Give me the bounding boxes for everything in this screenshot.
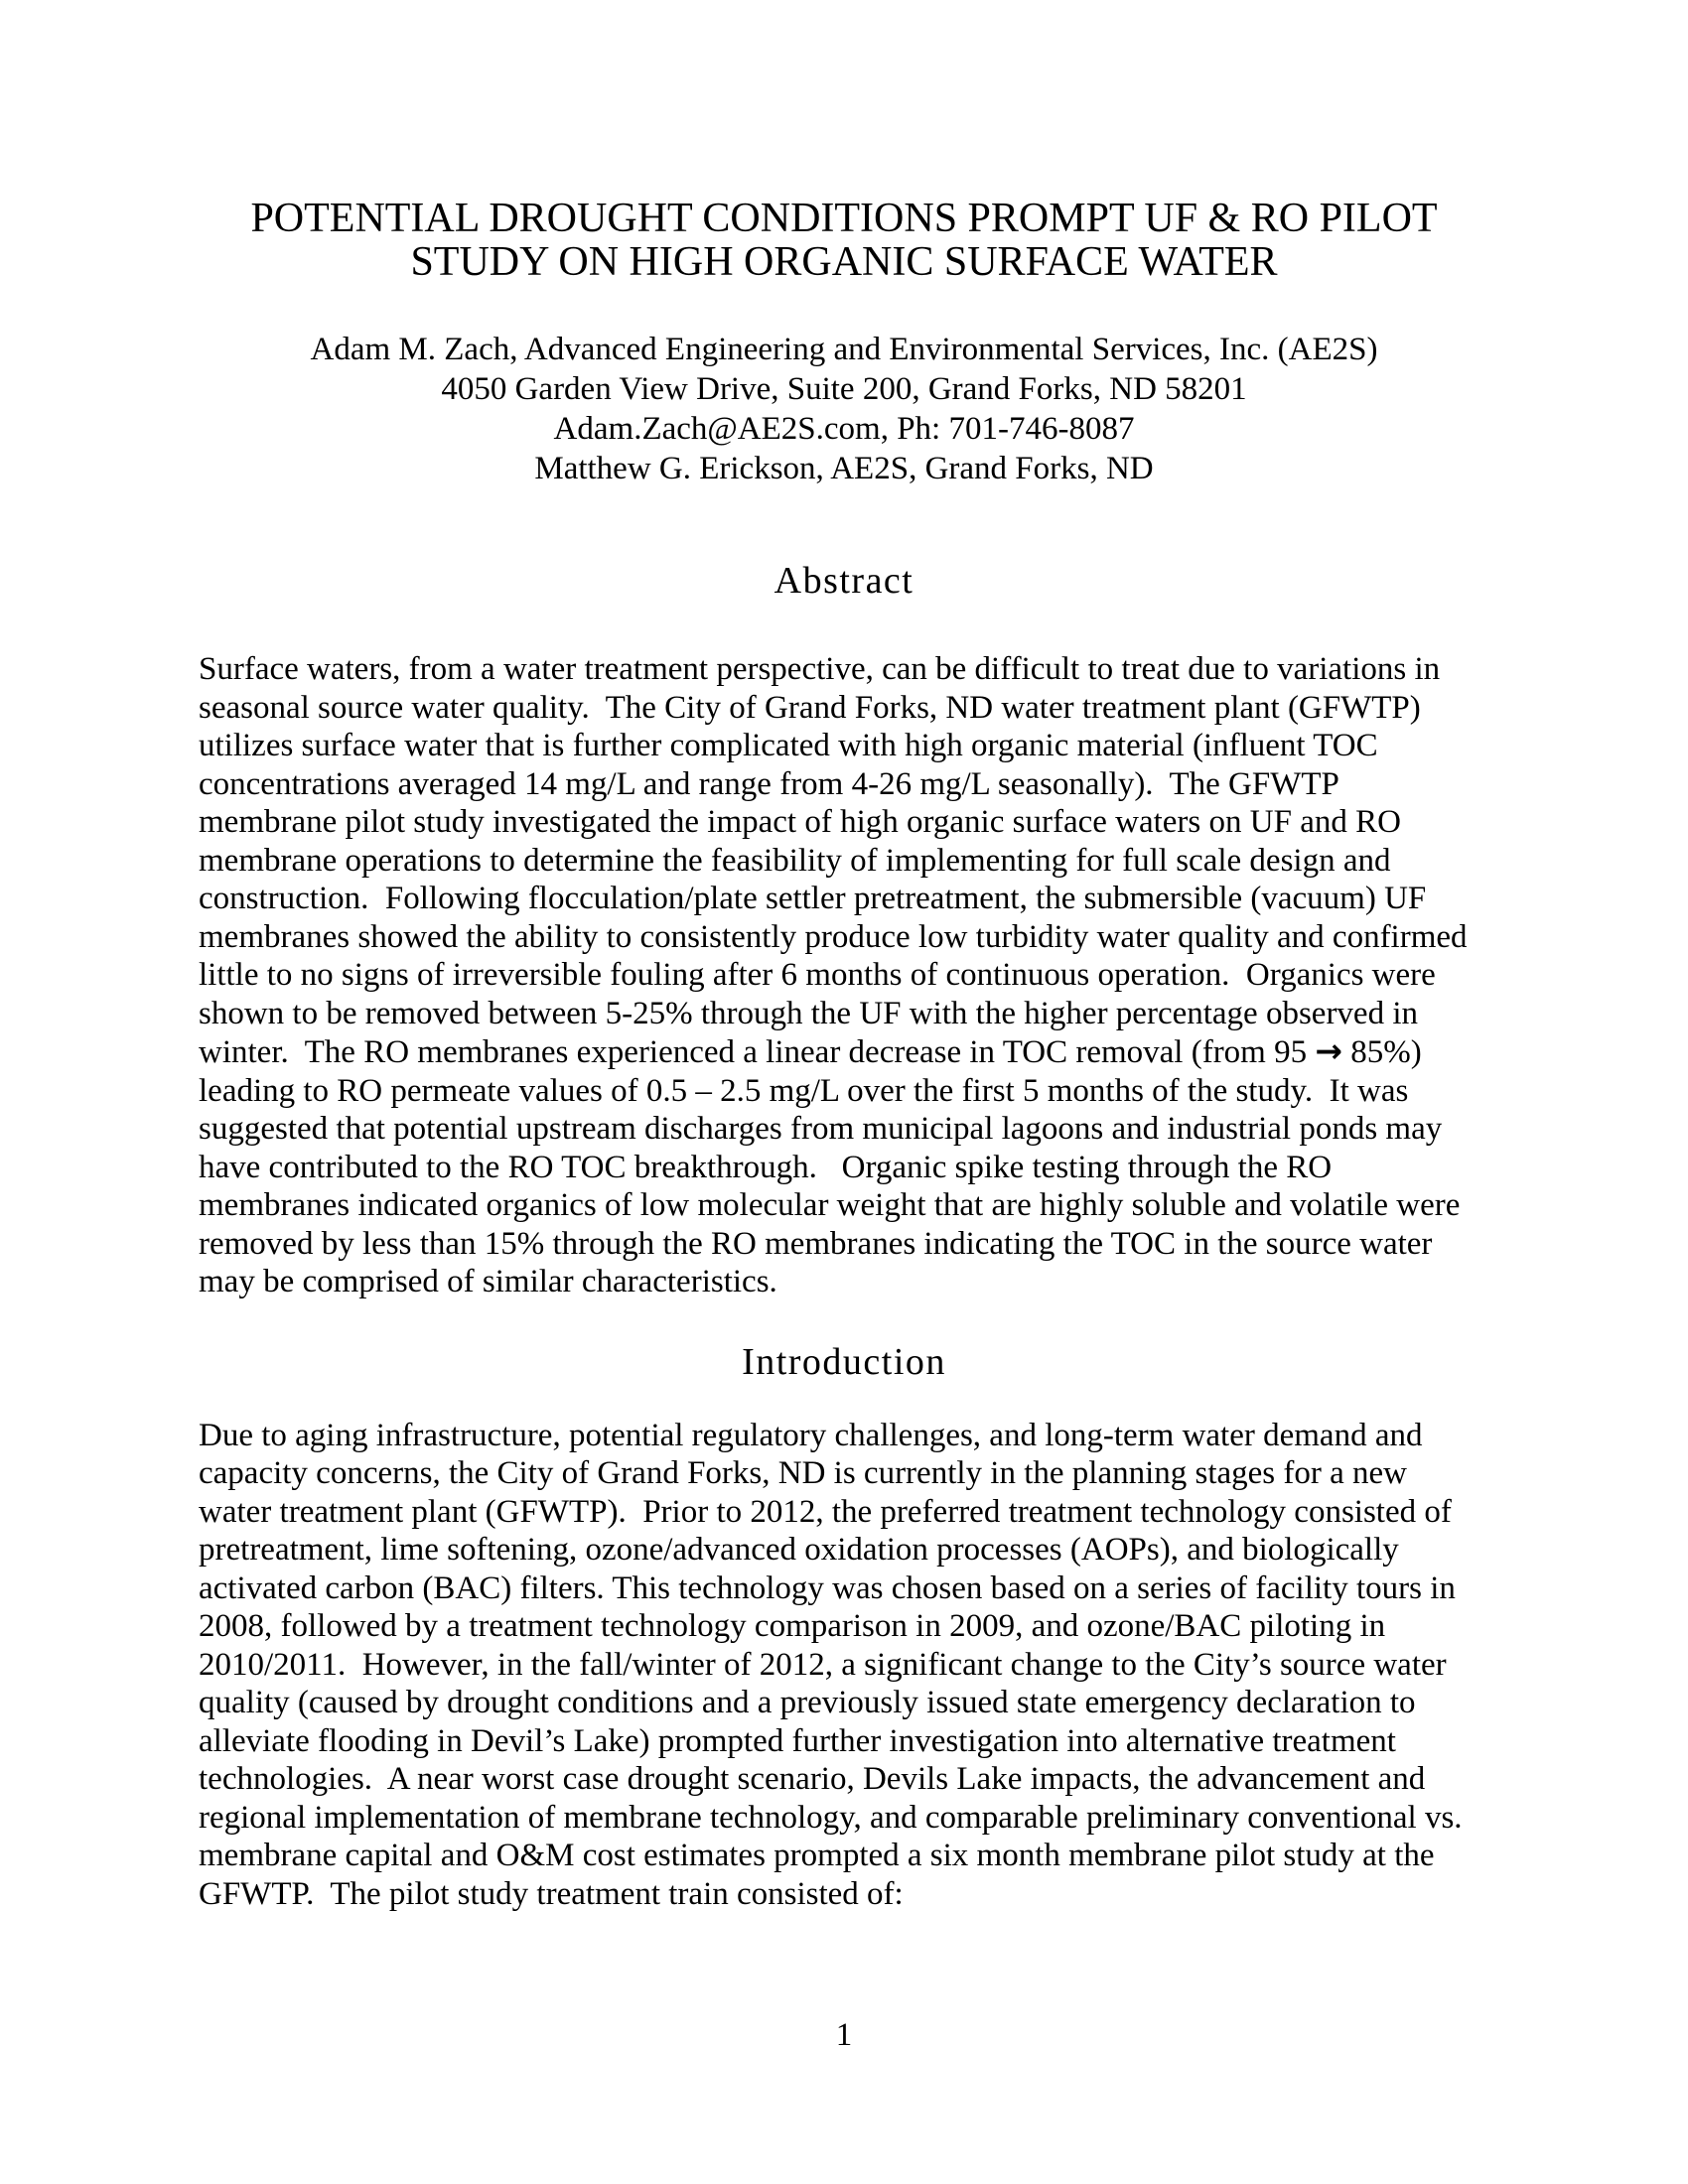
text-line: utilizes surface water that is further complicated with high organic material (influent TOC: [199, 728, 1378, 763]
text-line: alleviate flooding in Devil’s Lake) prompted further investigation into alternative treatment: [199, 1722, 1396, 1759]
text-line: 2008, followed by a treatment technology comparison in 2009, and ozone/BAC piloting in: [199, 1608, 1386, 1644]
text-line: leading to RO permeate values of 0.5 – 2.5 mg/L over the first 5 months of the study. It was: [199, 1072, 1409, 1109]
text-line: Surface waters, from a water treatment perspective, can be difficult to treat due to variations in: [199, 651, 1441, 687]
text-line: shown to be removed between 5-25% through the UF with the higher percentage observed in: [199, 995, 1418, 1031]
text-line: may be comprised of similar characteristics.: [199, 1264, 777, 1299]
text-line: removed by less than 15% through the RO membranes indicating the TOC in the source water: [199, 1225, 1433, 1262]
text-segment: 85%): [1342, 1034, 1422, 1070]
abstract-paragraph: [199, 650, 1489, 1301]
text-line: concentrations averaged 14 mg/L and range from 4-26 mg/L seasonally). The GFWTP: [199, 765, 1339, 802]
coauthor-line: Matthew G. Erickson, AE2S, Grand Forks, ND: [534, 451, 1154, 486]
title-line: STUDY ON HIGH ORGANIC SURFACE WATER: [410, 239, 1278, 285]
text-line: [199, 1032, 1489, 1072]
text-line: membrane operations to determine the feasibility of implementing for full scale design and: [199, 842, 1391, 879]
text-line: activated carbon (BAC) filters. This technology was chosen based on a series of facility tours in: [199, 1570, 1456, 1606]
page-number: 1: [835, 2017, 853, 2053]
text-line: regional implementation of membrane technology, and comparable preliminary conventional vs.: [199, 1799, 1463, 1836]
text-line: have contributed to the RO TOC breakthrough. Organic spike testing through the RO: [199, 1149, 1333, 1185]
text-line: capacity concerns, the City of Grand Forks, ND is currently in the planning stages for a new: [199, 1455, 1408, 1491]
arrow-right-icon: →: [1315, 1031, 1343, 1070]
text-line: membrane capital and O&M cost estimates prompted a six month membrane pilot study at the: [199, 1838, 1435, 1873]
author-block: [199, 330, 1489, 488]
author-line: Adam M. Zach, Advanced Engineering and Environmental Services, Inc. (AE2S): [310, 332, 1378, 367]
text-line: little to no signs of irreversible fouling after 6 months of continuous operation. Organics were: [199, 957, 1436, 993]
title-line: POTENTIAL DROUGHT CONDITIONS PROMPT UF & RO PILOT: [250, 196, 1438, 241]
text-line: membranes showed the ability to consistently produce low turbidity water quality and confirmed: [199, 918, 1468, 955]
text-line: seasonal source water quality. The City of Grand Forks, ND water treatment plant (GFWTP): [199, 689, 1421, 726]
introduction-heading: Introduction: [742, 1340, 946, 1383]
text-line: 2010/2011. However, in the fall/winter of 2012, a significant change to the City’s source water: [199, 1646, 1447, 1683]
text-line: water treatment plant (GFWTP). Prior to 2012, the preferred treatment technology consisted of: [199, 1493, 1452, 1530]
text-line: GFWTP. The pilot study treatment train consisted of:: [199, 1875, 904, 1912]
introduction-paragraph: [199, 1417, 1489, 1914]
abstract-heading: Abstract: [774, 560, 914, 602]
text-line: Due to aging infrastructure, potential regulatory challenges, and long-term water demand and: [199, 1417, 1423, 1453]
address-line: 4050 Garden View Drive, Suite 200, Grand Forks, ND 58201: [441, 371, 1247, 407]
text-line: quality (caused by drought conditions and a previously issued state emergency declaration to: [199, 1685, 1416, 1720]
text-segment: winter. The RO membranes experienced a linear decrease in TOC removal (from 95: [199, 1034, 1316, 1070]
contact-line: Adam.Zach@AE2S.com, Ph: 701-746-8087: [553, 411, 1135, 447]
paper-title: [199, 197, 1489, 284]
text-line: membranes indicated organics of low molecular weight that are highly soluble and volatile were: [199, 1187, 1461, 1223]
text-line: pretreatment, lime softening, ozone/advanced oxidation processes (AOPs), and biologically: [199, 1532, 1399, 1568]
text-line: construction. Following flocculation/plate settler pretreatment, the submersible (vacuum) UF: [199, 881, 1427, 916]
text-line: suggested that potential upstream discharges from municipal lagoons and industrial ponds may: [199, 1111, 1443, 1147]
text-line: membrane pilot study investigated the impact of high organic surface waters on UF and RO: [199, 804, 1401, 840]
text-line: technologies. A near worst case drought scenario, Devils Lake impacts, the advancement and: [199, 1761, 1426, 1797]
